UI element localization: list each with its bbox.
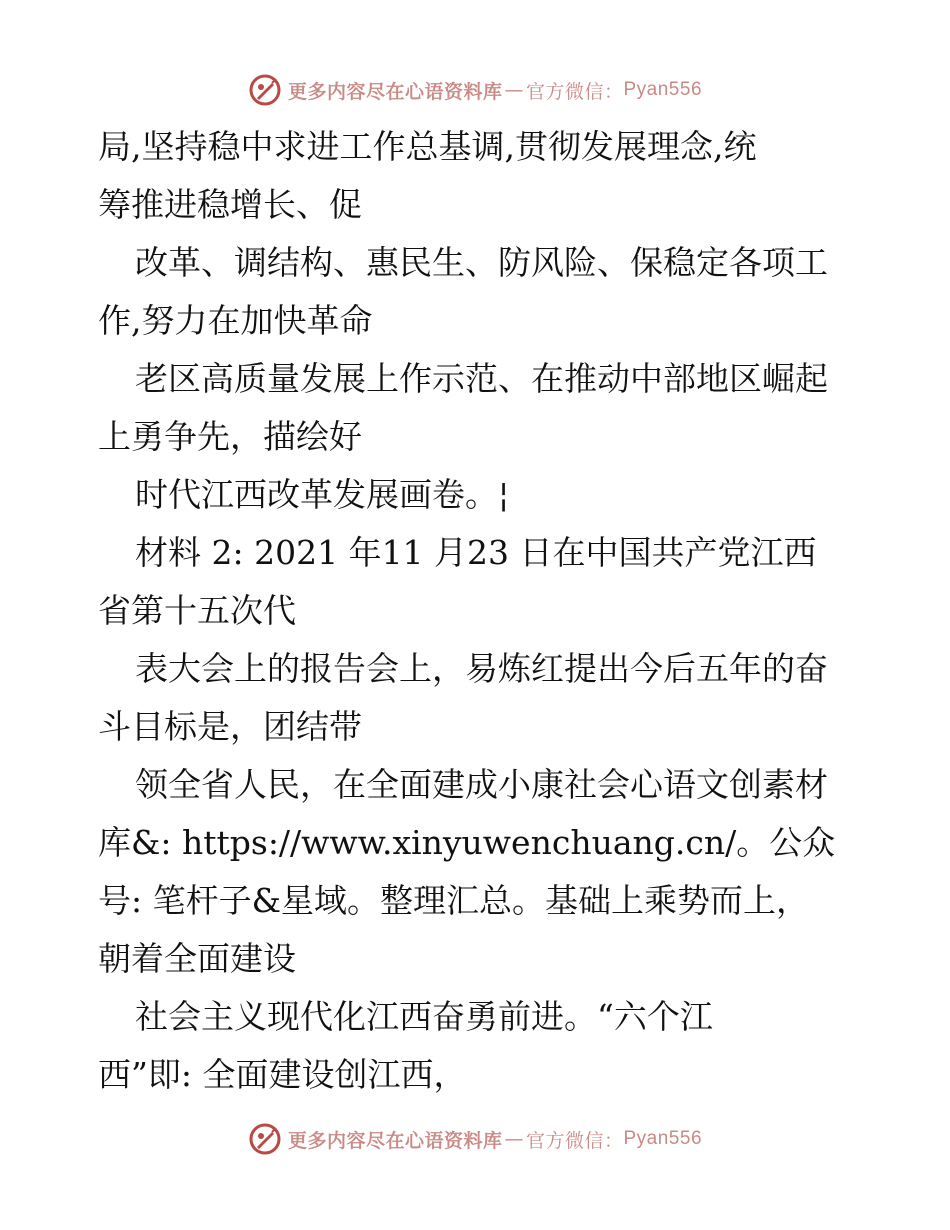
text-line: 斗目标是，团结带 bbox=[98, 707, 362, 746]
quill-pen-logo-icon bbox=[248, 73, 282, 107]
footer-watermark bbox=[0, 1119, 950, 1159]
document-body bbox=[98, 118, 858, 1104]
text-line: 改革、调结构、惠民生、防风险、保稳定各项工 bbox=[135, 243, 828, 282]
text-line: 老区高质量发展上作示范、在推动中部地区崛起 bbox=[135, 359, 828, 398]
text-line: 库&: https://www.xinyuwenchuang.cn/。公众 bbox=[98, 823, 836, 862]
text-line: 朝着全面建设 bbox=[98, 939, 296, 978]
text-line: 作,努力在加快革命 bbox=[98, 301, 373, 340]
text-line: 社会主义现代化江西奋勇前进。“六个江 bbox=[135, 997, 713, 1036]
text-line: 西”即: 全面建设创江西， bbox=[98, 1055, 467, 1094]
text-line: 表大会上的报告会上，易炼红提出今后五年的奋 bbox=[135, 649, 828, 688]
text-line: 领全省人民，在全面建成小康社会心语文创素材 bbox=[135, 765, 828, 804]
text-line: 材料 2: 2021 年11 月23 日在中国共产党江西 bbox=[135, 533, 817, 572]
watermark-brand: 更多内容尽在心语资料库 bbox=[287, 1129, 503, 1152]
quill-pen-logo-icon bbox=[248, 1122, 282, 1156]
header-watermark bbox=[0, 70, 950, 110]
watermark-wechat-id: Pyan556 bbox=[623, 1128, 703, 1149]
text-line: 时代江西改革发展画卷。¦ bbox=[135, 475, 510, 514]
text-line: 省第十五次代 bbox=[98, 591, 296, 630]
text-line: 上勇争先，描绘好 bbox=[98, 417, 362, 456]
text-line: 筹推进稳增长、促 bbox=[98, 185, 362, 224]
watermark-brand: 更多内容尽在心语资料库 bbox=[287, 80, 503, 103]
text-line: 局,坚持稳中求进工作总基调,贯彻发展理念,统 bbox=[98, 127, 757, 166]
watermark-wechat-label: 官方微信： bbox=[525, 1129, 624, 1152]
watermark-wechat-label: 官方微信： bbox=[525, 80, 624, 103]
watermark-separator: — bbox=[504, 79, 524, 101]
text-line: 号: 笔杆子&星域。整理汇总。基础上乘势而上， bbox=[98, 881, 809, 920]
watermark-wechat-id: Pyan556 bbox=[623, 79, 703, 100]
watermark-separator: — bbox=[504, 1128, 524, 1150]
